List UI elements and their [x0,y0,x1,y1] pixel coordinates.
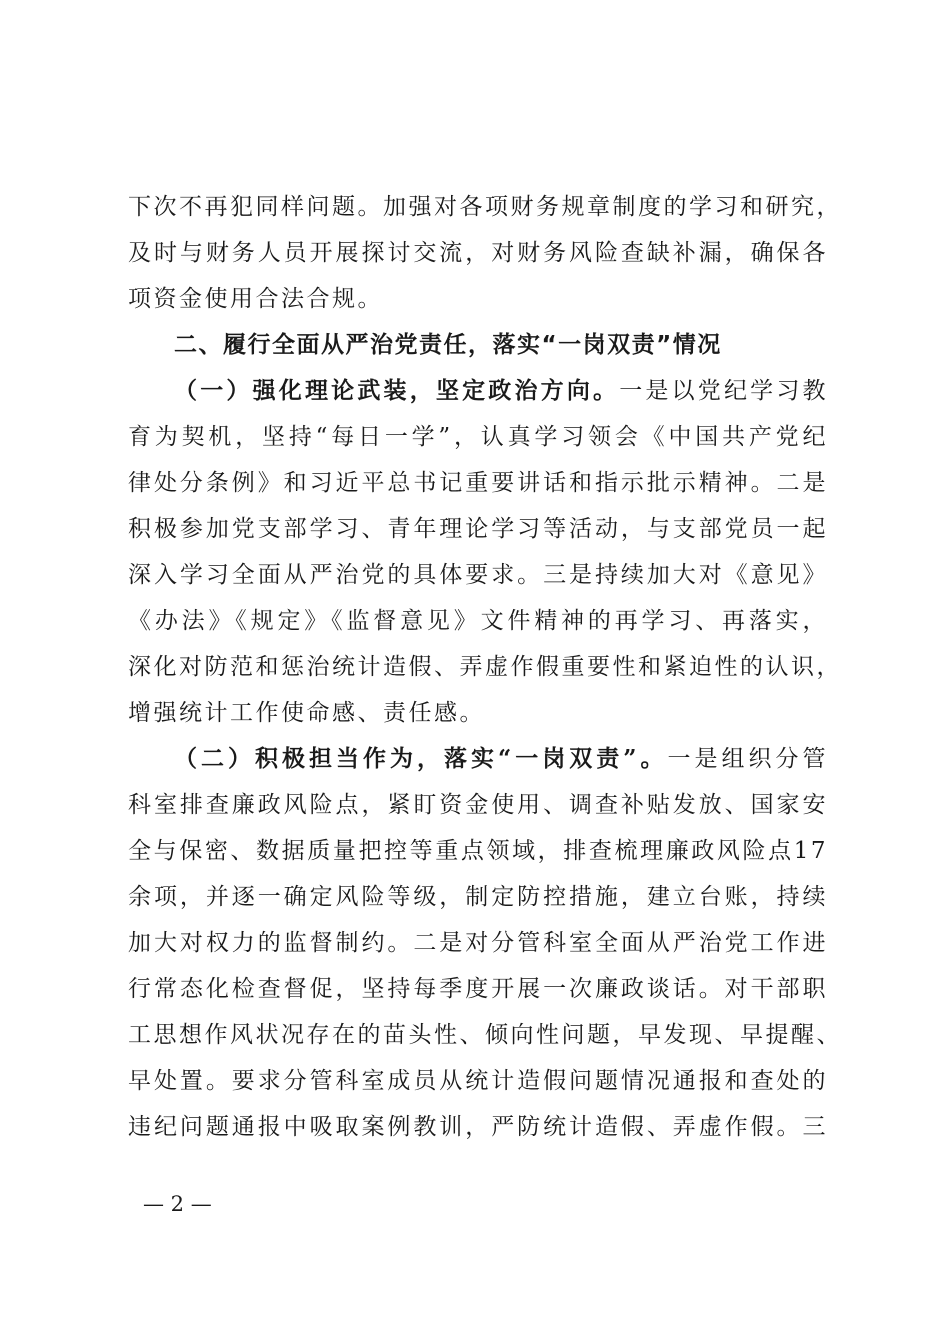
text-line: 余项，并逐一确定风险等级，制定防控措施，建立台账，持续 [128,884,828,910]
text-line: 行常态化检查督促，坚持每季度开展一次廉政谈话。对干部职 [128,976,828,1002]
paragraph-title: （一）强化理论武装，坚定政治方向。 [174,377,620,404]
text-line: 项资金使用合法合规。 [128,286,383,312]
text-line: 积极参加党支部学习、青年理论学习等活动，与支部党员一起 [128,516,828,542]
text-line: 科室排查廉政风险点，紧盯资金使用、调查补贴发放、国家安 [128,792,828,818]
text-line: 增强统计工作使命感、责任感。 [128,700,485,726]
paragraph-first-line [174,744,828,774]
text-line: 深入学习全面从严治党的具体要求。三是持续加大对《意见》 [128,562,828,588]
text-line: 违纪问题通报中吸取案例教训，严防统计造假、弄虚作假。三 [128,1114,828,1140]
text-line: 加大对权力的监督制约。二是对分管科室全面从严治党工作进 [128,930,828,956]
text-line: 育为契机，坚持“每日一学”，认真学习领会《中国共产党纪 [128,424,828,450]
text-line: 《办法》《规定》《监督意见》文件精神的再学习、再落实， [128,608,828,634]
section-heading: 二、履行全面从严治党责任，落实“一岗双责”情况 [174,332,722,358]
text-line: 工思想作风状况存在的苗头性、倾向性问题，早发现、早提醒、 [128,1022,842,1048]
paragraph-first-line [174,376,828,406]
page-number: — 2 — [143,1192,212,1216]
text-line: 及时与财务人员开展探讨交流，对财务风险查缺补漏，确保各 [128,240,828,266]
text-line: 深化对防范和惩治统计造假、弄虚作假重要性和紧迫性的认识， [128,654,842,680]
text-line: 律处分条例》和习近平总书记重要讲话和指示批示精神。二是 [128,470,828,496]
text-line: 早处置。要求分管科室成员从统计造假问题情况通报和查处的 [128,1068,828,1094]
paragraph-text: 一是组织分管 [667,746,828,772]
text-line: 全与保密、数据质量把控等重点领域，排查梳理廉政风险点17 [128,838,828,864]
paragraph-title: （二）积极担当作为，落实“一岗双责”。 [174,745,668,772]
paragraph-text: 一是以党纪学习教 [619,378,828,404]
text-line: 下次不再犯同样问题。加强对各项财务规章制度的学习和研究， [128,194,842,220]
